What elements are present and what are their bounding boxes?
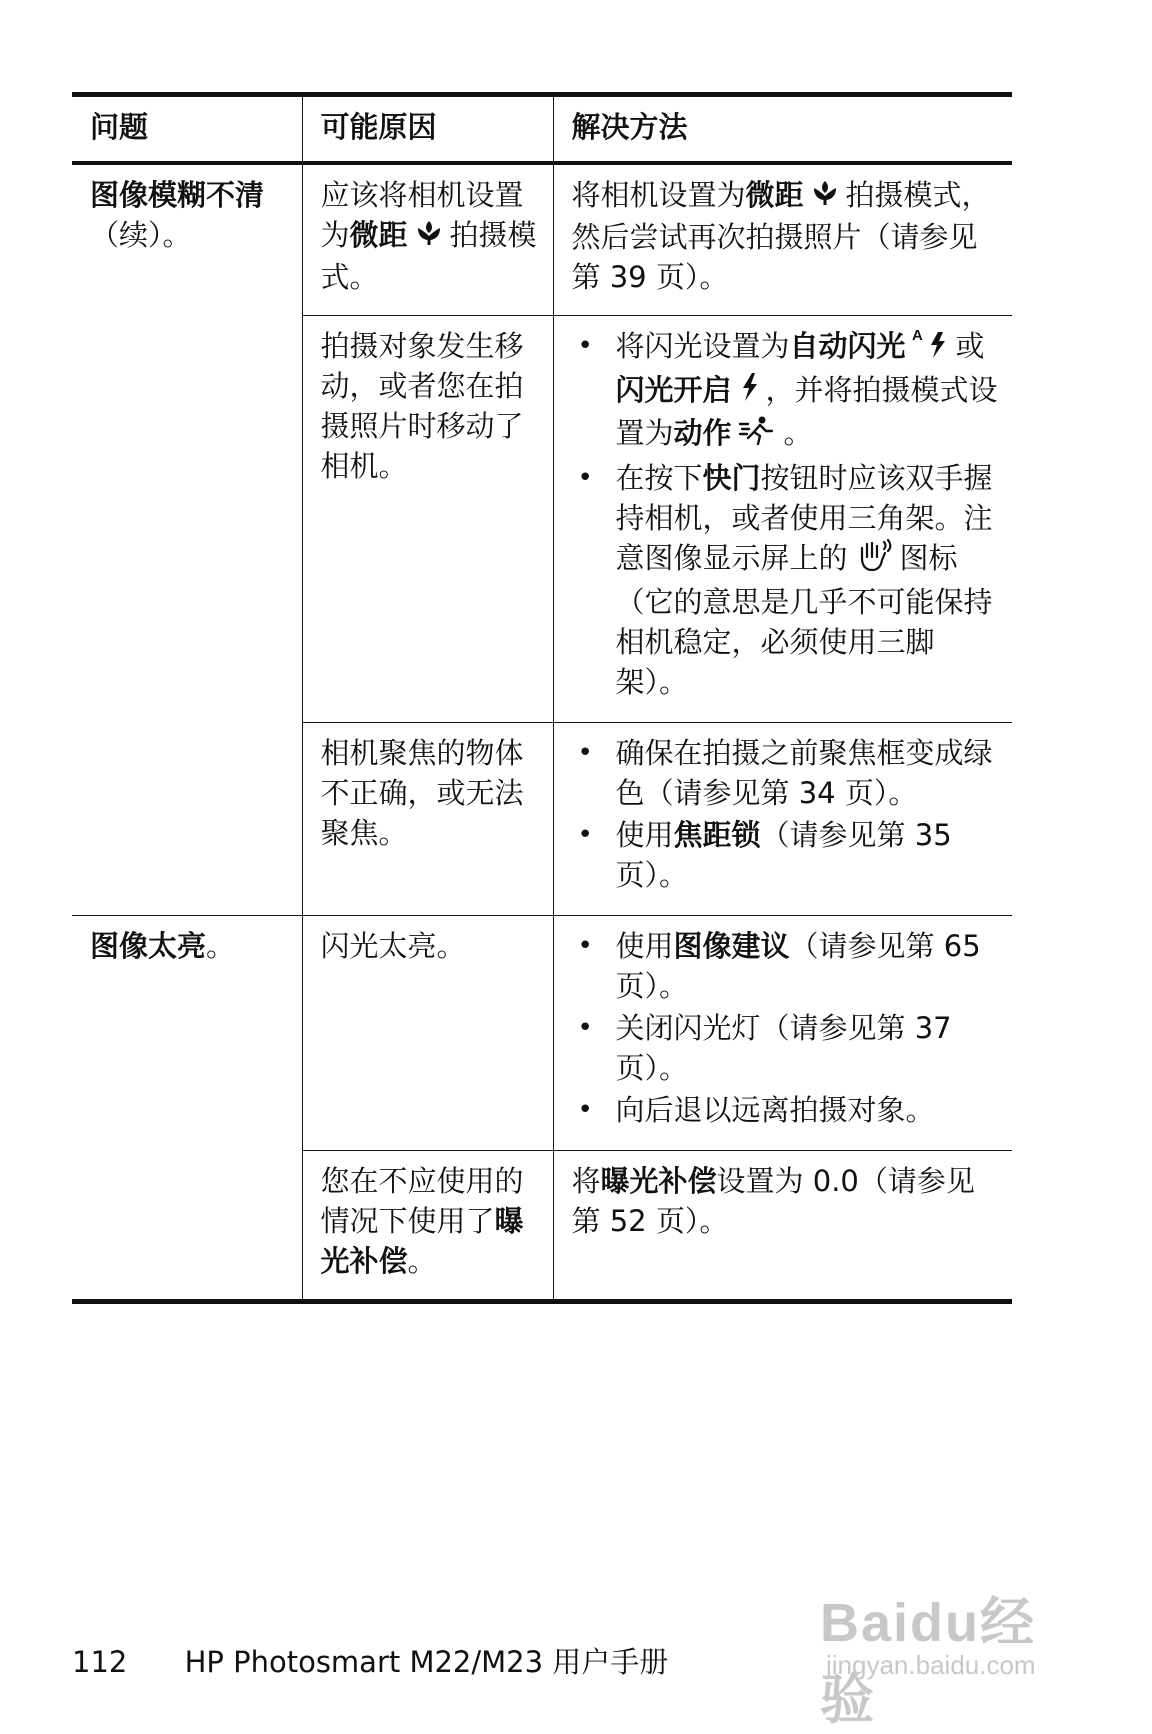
- bold-term: 图像建议: [673, 929, 790, 963]
- text-run: 您在不应使用的情况下使用了: [320, 1164, 524, 1238]
- problem-suffix: 。: [206, 929, 236, 963]
- problem-title: 图像太亮: [90, 929, 207, 963]
- macro-icon: [414, 217, 444, 257]
- page-number: 112: [72, 1645, 128, 1679]
- bold-term: 曝光补偿: [320, 1204, 524, 1278]
- text-run: 按钮时应该双手握持相机，或者使用三角架。注意图像显示屏上的: [615, 461, 993, 575]
- bold-term: 曝光补偿: [600, 1164, 717, 1198]
- text-run: （请参见第 35 页）。: [615, 818, 952, 892]
- text-run: ，并将拍摄模式设置为: [615, 373, 998, 450]
- bold-term: 微距: [349, 218, 408, 252]
- cause-cell: [302, 1151, 553, 1302]
- bold-term: 快门: [702, 461, 761, 495]
- problem-suffix: （续）。: [90, 218, 192, 252]
- flash-on-icon: [738, 371, 760, 413]
- solution-list: [572, 326, 1001, 702]
- bold-term: 微距: [745, 178, 804, 212]
- page-footer: [72, 1640, 668, 1681]
- cause-cell: [302, 916, 553, 1151]
- list-item: [572, 326, 1001, 456]
- solution-cell: [553, 723, 1012, 916]
- action-icon: [738, 414, 778, 456]
- solution-list: [572, 926, 1001, 1130]
- troubleshooting-table: [72, 92, 1012, 1304]
- solution-cell: [553, 916, 1012, 1151]
- list-item: [572, 1090, 1001, 1130]
- table-body: [72, 163, 1012, 1302]
- bold-term: 自动闪光: [789, 329, 906, 363]
- cause-cell: [302, 723, 553, 916]
- svg-text:A: A: [911, 327, 923, 344]
- cause-cell: [302, 163, 553, 316]
- text-run: （请参见第 65 页）。: [615, 929, 981, 1003]
- problem-title: 图像模糊不清: [90, 178, 265, 212]
- bold-term: 动作: [673, 416, 732, 450]
- header-solution: 解决方法: [553, 95, 1012, 164]
- text-run: 将: [571, 1164, 601, 1198]
- text-run: 向后退以远离拍摄对象。: [615, 1093, 935, 1127]
- table-row: [72, 163, 1012, 316]
- text-run: 将相机设置为: [571, 178, 746, 212]
- text-run: 相机聚焦的物体不正确，或无法聚焦。: [320, 736, 524, 850]
- text-run: 。: [783, 416, 813, 450]
- text-run: 图标（它的意思是几乎不可能保持相机稳定，必须使用三脚架）。: [615, 541, 993, 699]
- text-run: 应该将相机设置为: [320, 178, 524, 252]
- text-run: 闪光太亮。: [320, 929, 466, 963]
- text-run: 使用: [615, 929, 674, 963]
- macro-icon: [810, 177, 840, 217]
- solution-cell: [553, 1151, 1012, 1302]
- header-cause: 可能原因: [302, 95, 553, 164]
- text-run: 关闭闪光灯（请参见第 37 页）。: [615, 1011, 952, 1085]
- text-run: 拍摄模式。: [320, 218, 537, 294]
- hand-shake-icon: [854, 538, 894, 582]
- list-item: [572, 733, 1001, 813]
- text-run: 。: [407, 1244, 437, 1278]
- list-item: [572, 458, 1001, 702]
- header-problem: 问题: [90, 110, 149, 144]
- manual-title: HP Photosmart M22/M23 用户手册: [184, 1645, 669, 1679]
- solution-list: [572, 733, 1001, 895]
- text-run: 拍摄模式，然后尝试再次拍摄照片（请参见第 39 页）。: [571, 178, 991, 294]
- cause-cell: [302, 316, 553, 723]
- text-run: 确保在拍摄之前聚焦框变成绿色（请参见第 34 页）。: [615, 736, 993, 810]
- text-run: 使用: [615, 818, 674, 852]
- text-run: 设置为 0.0（请参见第 52 页）。: [571, 1164, 975, 1238]
- problem-cell: [72, 916, 302, 1302]
- list-item: [572, 926, 1001, 1006]
- text-run: 拍摄对象发生移动，或者您在拍摄照片时移动了相机。: [320, 329, 524, 483]
- list-item: [572, 815, 1001, 895]
- text-run: 将闪光设置为: [615, 329, 790, 363]
- text-run: 或: [955, 329, 985, 363]
- solution-cell: [553, 163, 1012, 316]
- watermark-brand: Baidu经验: [820, 1593, 1037, 1730]
- list-item: [572, 1008, 1001, 1088]
- watermark-url: jingyan.baidu.com: [826, 1650, 1036, 1680]
- auto-flash-icon: [912, 326, 950, 370]
- text-run: 在按下: [615, 461, 703, 495]
- problem-cell: [72, 163, 302, 916]
- table-header-row: [72, 95, 1012, 164]
- table-row: [72, 916, 1012, 1151]
- baidu-watermark: [820, 1570, 1080, 1730]
- solution-cell: [553, 316, 1012, 723]
- bold-term: 闪光开启: [615, 373, 732, 407]
- bold-term: 焦距锁: [673, 818, 761, 852]
